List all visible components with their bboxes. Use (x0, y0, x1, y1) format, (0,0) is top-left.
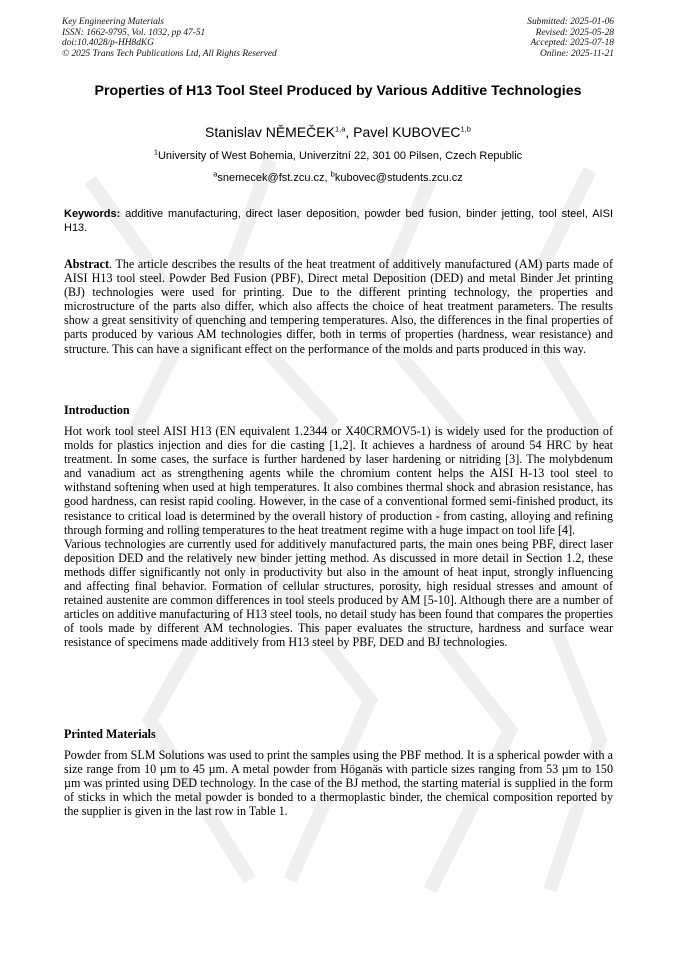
paragraph: Powder from SLM Solutions was used to print the samples using the PBF method. It is a spherical powder with a size range from 10 µm to 45 µm. A metal powder from Höganäs with particle sizes ranging from 53 µm to 150 µm was printed using DED technology. In the case of the BJ method, the starting material is supplied in the form of sticks in which the metal powder is bonded to a thermoplastic binder, the chemical composition reported by the supplier is given in the last row in Table 1. (64, 748, 613, 819)
email-sup: a (213, 169, 218, 179)
copyright: © 2025 Trans Tech Publications Ltd, All Rights Reserved (62, 48, 277, 59)
author-separator: , (345, 124, 354, 140)
paper-title: Properties of H13 Tool Steel Produced by Various Additive Technologies (94, 83, 582, 99)
abstract (64, 257, 613, 356)
journal-info (62, 17, 277, 59)
abstract-text: . The article describes the results of the heat treatment of additively manufactured (AM) parts made of AISI H13 tool steel. Powder Bed Fusion (PBF), Direct metal Deposition (DED) and metal Binder Jet printing (BJ) technologies were used for printing. Due to the different printing technology, the properties and microstructure of the parts also differ, which also affects the choice of heat treatment parameters. The results show a great sensitivity of quenching and tempering temperatures. Also, the differences in the final properties of parts produced by various AM technologies differ, both in terms of properties (hardness, wear resistance) and structure. This can have a significant effect on the performance of the molds and parts produced in this way. (64, 257, 613, 356)
paragraph: Various technologies are currently used for additively manufactured parts, the main ones being PBF, direct laser deposition DED and the relatively new binder jetting method. As discussed in more detail in Section 1.2, these methods differ significantly not only in productivity but also in the amount of heat input, strongly influencing and affecting final behavior. Formation of cellular structures, porosity, high residual stresses and amount of retained austenite are common differences in tool steels produced by AM [5-10]. Although there are a number of articles on additive manufacturing of H13 steel tools, no detail study has been found that compares the properties of tools made by different AM technologies. This paper evaluates the structure, hardness and surface wear resistance of specimens made additively from H13 steel by PBF, DED and BJ technologies. (64, 536, 613, 650)
email-line (62, 169, 614, 184)
section-heading-printed-materials: Printed Materials (64, 727, 156, 741)
affiliation-sup: 1 (153, 147, 158, 157)
email-b: kubovec@students.zcu.cz (334, 172, 463, 184)
journal-name: Key Engineering Materials (62, 17, 165, 27)
issn: ISSN: 1662-9795, Vol. 1032, pp 47-51 (62, 27, 206, 38)
online-date: Online: 2025-11-21 (539, 48, 614, 59)
printed-materials-body (64, 748, 613, 818)
introduction-body (64, 424, 613, 650)
paragraph: Hot work tool steel AISI H13 (EN equivalent 1.2344 or X40CRMOV5-1) is widely used for the production of molds for plastics injection and dies for die casting [1,2]. It achieves a hardness of around 54 HRC by heat treatment. In some cases, the surface is further hardened by laser hardening or nitriding [3]. The molybdenum and vanadium act as strengthening agents while the chromium content helps the AISI H-13 tool steel to withstand softening when used at high temperatures. It also combines thermal shock and abrasion resistance, has good hardness, can resist rapid cooling. However, in the case of a conventional formed semi-finished product, its resistance to critical load is determined by the overall history of production - from casting, alloying and refining through forming and rolling temperatures to the heat treatment regime with a huge impact on tool life [4]. (64, 424, 613, 537)
abstract-label: Abstract (64, 257, 110, 271)
affiliation (62, 147, 614, 162)
section-heading-introduction: Introduction (64, 403, 130, 417)
keywords-label: Keywords: (64, 208, 121, 220)
author-sup: 1,b (460, 124, 471, 134)
author-name: Pavel KUBOVEC (353, 124, 461, 140)
email-sup: b (330, 169, 335, 179)
keywords-text: additive manufacturing, direct laser deposition, powder bed fusion, binder jetting, tool steel, AISI H13. (64, 208, 613, 234)
dates-info (527, 17, 614, 59)
keywords (64, 207, 613, 235)
author-sup: 1,a (334, 124, 346, 134)
author-name: Stanislav NĚMEČEK (205, 124, 335, 140)
submitted-date: Submitted: 2025-01-06 (527, 17, 614, 27)
author-line (62, 124, 614, 140)
email-a: snemecek@fst.zcu.cz, (217, 172, 331, 184)
doi: doi:10.4028/p-HH8dKG (62, 38, 154, 49)
affiliation-text: University of West Bohemia, Univerzitní 22, 301 00 Pilsen, Czech Republic (157, 150, 523, 162)
accepted-date: Accepted: 2025-07-18 (530, 38, 614, 49)
revised-date: Revised: 2025-05-28 (535, 27, 614, 38)
